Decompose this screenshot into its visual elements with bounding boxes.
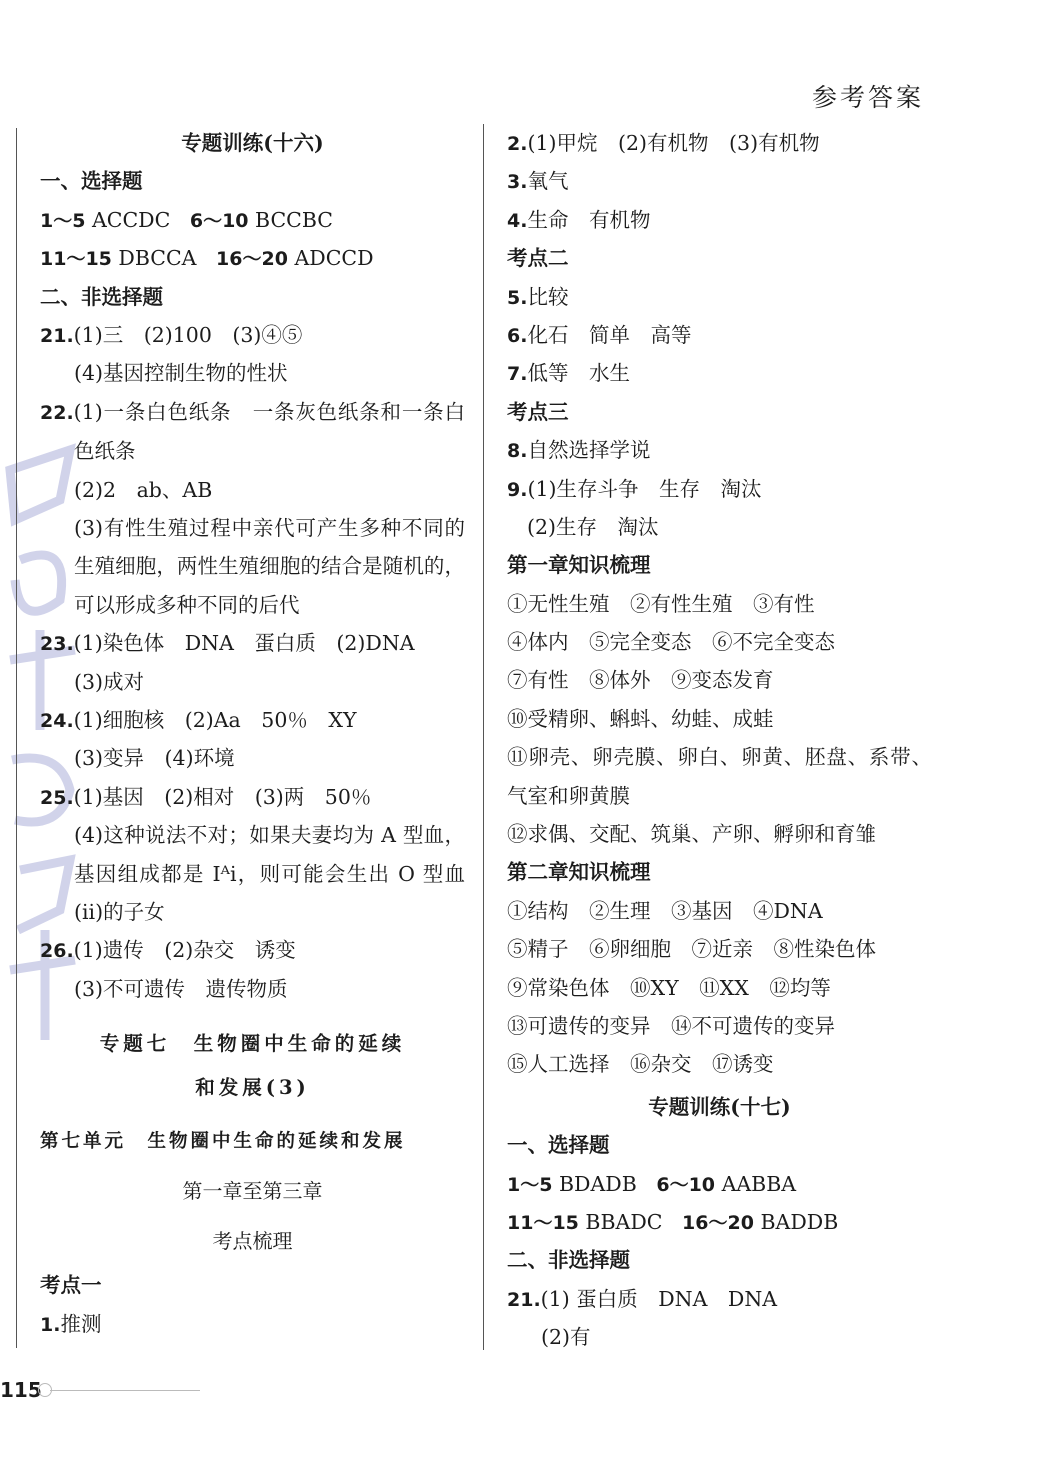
answer-text: (1)基因 (2)相对 (3)两 50％	[73, 784, 372, 809]
item-number: 5.	[507, 286, 528, 309]
choice-answers-row-2	[507, 1203, 932, 1241]
item-text: 氧气	[527, 169, 569, 194]
column-divider	[483, 124, 484, 1350]
range-label: 6～10	[656, 1173, 716, 1196]
unit-7-title: 第七单元 生物圈中生命的延续和发展	[40, 1131, 406, 1153]
ch1-line-1: ①无性生殖 ②有性生殖 ③有性	[507, 591, 815, 616]
item-number: 7.	[507, 363, 528, 386]
q22-part-3: (3)有性生殖过程中亲代可产生多种不同的生殖细胞，两性生殖细胞的结合是随机的，可以形成多种不同的后代	[74, 515, 465, 617]
ch2-line-5: ⑮人工选择 ⑯杂交 ⑰诱变	[507, 1052, 774, 1077]
chapter-1-review-heading: 第一章知识梳理	[507, 553, 651, 578]
range-label: 1～5	[507, 1173, 553, 1196]
question-number: 24.	[40, 709, 74, 732]
item-text: 化石 简单 高等	[527, 322, 692, 347]
item-number: 2.	[507, 133, 528, 155]
answer-text: (1)染色体 DNA 蛋白质 (2)DNA	[73, 631, 415, 656]
item-text: 推测	[60, 1311, 102, 1336]
item-text: 生命 有机物	[527, 207, 651, 232]
item-9-line-1	[507, 470, 932, 508]
choice-answers-row-1	[40, 201, 465, 239]
item-4	[507, 201, 932, 239]
left-column	[40, 124, 465, 1343]
answer-string: BDADB	[558, 1171, 637, 1196]
range-label: 16～20	[216, 248, 288, 271]
range-label: 6～10	[189, 209, 249, 232]
answer-string: DBCCA	[118, 246, 197, 271]
answer-text: (1)遗传 (2)杂交 诱变	[73, 938, 296, 963]
answer-string: ADCCD	[294, 246, 374, 271]
ch1-line-2: ④体内 ⑤完全变态 ⑥不完全变态	[507, 630, 835, 655]
q21-line-2: (4)基因控制生物的性状	[74, 361, 288, 386]
nonchoice-heading: 二、非选择题	[507, 1248, 630, 1273]
item-5	[507, 278, 932, 316]
question-number: 22.	[40, 401, 74, 424]
left-margin-rule	[16, 128, 17, 1348]
topic-7-title-line-2: 和发展(3)	[195, 1076, 310, 1100]
point-1-item-1	[40, 1305, 465, 1343]
chapter-2-review-heading: 第二章知识梳理	[507, 860, 651, 885]
question-number: 26.	[40, 940, 74, 963]
section-title-17: 专题训练(十七)	[648, 1094, 791, 1119]
item-text: 自然选择学说	[527, 438, 651, 463]
ch1-line-5: ⑪卵壳、卵壳膜、卵白、卵黄、胚盘、系带、气室和卵黄膜	[507, 745, 932, 808]
q21-line-1	[40, 316, 465, 354]
point-2-heading: 考点二	[507, 246, 569, 271]
range-label: 11～15	[40, 248, 112, 271]
question-number: 25.	[40, 786, 74, 809]
item-number: 1.	[40, 1313, 61, 1336]
ch2-line-2: ⑤精子 ⑥卵细胞 ⑦近亲 ⑧性染色体	[507, 937, 876, 962]
answer-string: BBADC	[585, 1209, 663, 1234]
choice-heading: 一、选择题	[507, 1133, 610, 1158]
item-number: 3.	[507, 171, 528, 194]
answer-text: (1)一条白色纸条 一条灰色纸条和一条白色纸条	[73, 399, 465, 464]
choice-answers-row-2	[40, 239, 465, 277]
choice-answers-row-1	[507, 1165, 932, 1203]
item-number: 4.	[507, 209, 528, 232]
q23-line-1	[40, 624, 465, 662]
item-7	[507, 354, 932, 392]
question-number: 21.	[507, 1288, 541, 1311]
ch1-line-3: ⑦有性 ⑧体外 ⑨变态发育	[507, 668, 774, 693]
answer-string: ACCDC	[91, 207, 171, 232]
item-text: (1)生存斗争 生存 淘汰	[527, 476, 762, 501]
review-title: 考点梳理	[212, 1229, 293, 1254]
q21-line-1	[507, 1280, 932, 1318]
question-number: 21.	[40, 324, 74, 347]
answer-string: AABBA	[721, 1171, 797, 1196]
item-2	[507, 124, 932, 162]
q21-line-2: (2)有	[541, 1325, 591, 1350]
q25-part-2: (4)这种说法不对；如果夫妻均为 A 型血，基因组成都是 Iᴬi，则可能会生出 O 型血(ii)的子女	[74, 823, 465, 924]
point-1-heading: 考点一	[40, 1273, 102, 1298]
item-8	[507, 431, 932, 469]
answer-text: (1) 蛋白质 DNA DNA	[540, 1286, 778, 1311]
item-number: 8.	[507, 440, 528, 463]
q24-line-1	[40, 701, 465, 739]
q22-part-2: (2)2 ab、AB	[74, 477, 213, 502]
answer-text: (1)细胞核 (2)Aa 50％ XY	[73, 707, 357, 732]
topic-7-title-line-1: 专题七 生物圈中生命的延续	[99, 1032, 406, 1056]
item-number: 6.	[507, 324, 528, 347]
nonchoice-heading: 二、非选择题	[40, 284, 163, 309]
ch1-line-4: ⑩受精卵、蝌蚪、幼蛙、成蛙	[507, 706, 774, 731]
range-label: 16～20	[682, 1211, 754, 1234]
ch2-line-3: ⑨常染色体 ⑩XY ⑪XX ⑫均等	[507, 975, 831, 1000]
q23-line-2: (3)成对	[74, 669, 145, 694]
item-text: 低等 水生	[527, 361, 630, 386]
header-title: 参考答案	[811, 83, 924, 112]
right-column	[507, 124, 932, 1357]
range-label: 1～5	[40, 209, 86, 232]
ch2-line-4: ⑬可遗传的变异 ⑭不可遗传的变异	[507, 1014, 835, 1039]
q24-line-2: (3)变异 (4)环境	[74, 746, 235, 771]
range-label: 11～15	[507, 1211, 579, 1234]
answer-text: (1)三 (2)100 (3)④⑤	[73, 322, 303, 347]
footer-rule	[50, 1390, 200, 1391]
item-text: (1)甲烷 (2)有机物 (3)有机物	[527, 131, 820, 155]
q22-part-1	[40, 393, 465, 471]
page-number: 115	[0, 1378, 42, 1402]
item-text: 比较	[527, 284, 569, 309]
ch1-line-6: ⑫求偶、交配、筑巢、产卵、孵卵和育雏	[507, 822, 876, 847]
point-3-heading: 考点三	[507, 399, 569, 424]
item-9-line-2: (2)生存 淘汰	[527, 514, 659, 539]
q26-line-1	[40, 931, 465, 969]
answer-string: BADDB	[760, 1209, 839, 1234]
item-number: 9.	[507, 478, 528, 501]
chapters-title: 第一章至第三章	[182, 1179, 323, 1204]
item-6	[507, 316, 932, 354]
item-3	[507, 162, 932, 200]
q25-line-1	[40, 778, 465, 816]
section-title-16: 专题训练(十六)	[181, 131, 324, 155]
answer-string: BCCBC	[255, 207, 333, 232]
q26-line-2: (3)不可遗传 遗传物质	[74, 976, 288, 1001]
ch2-line-1: ①结构 ②生理 ③基因 ④DNA	[507, 898, 823, 923]
choice-heading: 一、选择题	[40, 169, 143, 194]
question-number: 23.	[40, 633, 74, 656]
